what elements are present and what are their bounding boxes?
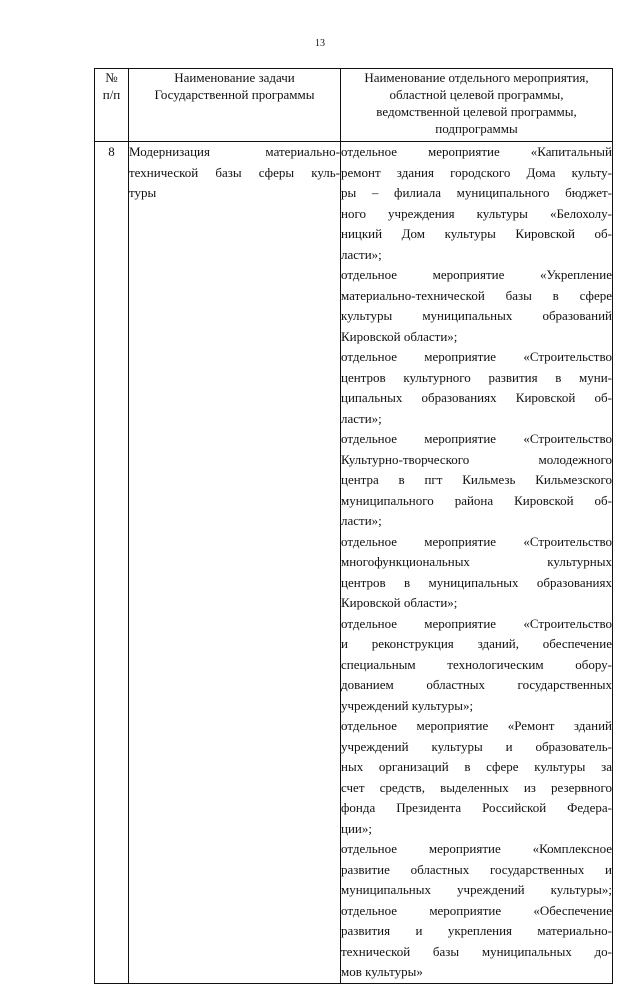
- header-task-name: [129, 69, 341, 142]
- event-line: и реконструкция зданий, обеспечение: [341, 636, 612, 651]
- event-line: отдельное мероприятие «Строительство: [341, 349, 612, 364]
- event-line: мов культуры»: [341, 964, 423, 979]
- event-line: многофункциональных культурных: [341, 554, 612, 569]
- event-line: отдельное мероприятие «Ремонт зданий: [341, 718, 612, 733]
- event-line: Кировской области»;: [341, 328, 458, 344]
- event-line: технической базы муниципальных до-: [341, 943, 612, 959]
- event-line: муниципального района Кировской об-: [341, 492, 612, 508]
- event-line: фонда Президента Российской Федера-: [341, 800, 612, 815]
- event-line: центров в муниципальных образованиях: [341, 574, 612, 590]
- event-line: отдельное мероприятие «Обеспечение: [341, 902, 612, 918]
- table-row: [95, 142, 613, 984]
- task-line: Модернизация материально-: [129, 144, 340, 159]
- event-list-cell: [341, 142, 613, 984]
- event-line: центра в пгт Кильмезь Кильмезского: [341, 472, 612, 487]
- table-header-row: [95, 69, 613, 142]
- header-number: [95, 69, 129, 142]
- row-number: 8: [95, 142, 129, 984]
- task-name-cell: [129, 142, 341, 984]
- event-line: центров культурного развития в муни-: [341, 369, 612, 385]
- header-event-line: ведомственной целевой программы,: [376, 104, 577, 119]
- event-line: Культурно-творческого молодежного: [341, 451, 612, 467]
- event-line: учреждений культуры и образователь-: [341, 738, 612, 754]
- event-line: ного учреждения культуры «Белохолу-: [341, 205, 612, 221]
- event-line: ласти»;: [341, 410, 382, 426]
- event-line: счет средств, выделенных из резервного: [341, 779, 612, 795]
- event-line: учреждений культуры»;: [341, 697, 474, 713]
- event-line: отдельное мероприятие «Укрепление: [341, 267, 612, 282]
- event-line: отдельное мероприятие «Строительство: [341, 431, 612, 446]
- event-line: муниципальных учреждений культуры»;: [341, 882, 612, 897]
- event-line: ры – филиала муниципального бюджет-: [341, 185, 612, 200]
- event-line: Кировской области»;: [341, 595, 458, 610]
- event-line: отдельное мероприятие «Капитальный: [341, 144, 612, 159]
- event-line: ципальных образованиях Кировской об-: [341, 390, 612, 405]
- event-line: отдельное мероприятие «Строительство: [341, 615, 612, 631]
- header-event-name: [341, 69, 613, 142]
- event-line: ницкий Дом культуры Кировской об-: [341, 226, 612, 241]
- page-number: 13: [315, 38, 325, 49]
- event-line: ремонт здания городского Дома культу-: [341, 164, 612, 180]
- event-line: дованием областных государственных: [341, 677, 612, 692]
- header-number-line: №: [105, 70, 118, 85]
- event-line: ных организаций в сфере культуры за: [341, 759, 612, 774]
- event-line: культуры муниципальных образований: [341, 308, 612, 323]
- event-line: специальным технологическим обору-: [341, 656, 612, 672]
- task-line: технической базы сферы куль-: [129, 164, 340, 180]
- header-task-line: Государственной программы: [154, 87, 315, 102]
- event-line: ласти»;: [341, 513, 382, 528]
- event-line: развития и укрепления материально-: [341, 923, 612, 938]
- task-line: туры: [129, 185, 157, 200]
- event-line: ции»;: [341, 820, 372, 836]
- event-line: отдельное мероприятие «Строительство: [341, 533, 612, 549]
- header-event-line: подпрограммы: [435, 121, 518, 136]
- header-number-line: п/п: [102, 87, 121, 102]
- event-line: материально-технической базы в сфере: [341, 287, 612, 303]
- program-tasks-table: [94, 68, 613, 984]
- event-line: отдельное мероприятие «Комплексное: [341, 841, 612, 856]
- event-line: ласти»;: [341, 246, 382, 262]
- header-event-line: Наименование отдельного мероприятия,: [364, 70, 589, 85]
- event-line: развитие областных государственных и: [341, 861, 612, 877]
- header-task-line: Наименование задачи: [174, 70, 295, 85]
- header-event-line: областной целевой программы,: [389, 87, 564, 102]
